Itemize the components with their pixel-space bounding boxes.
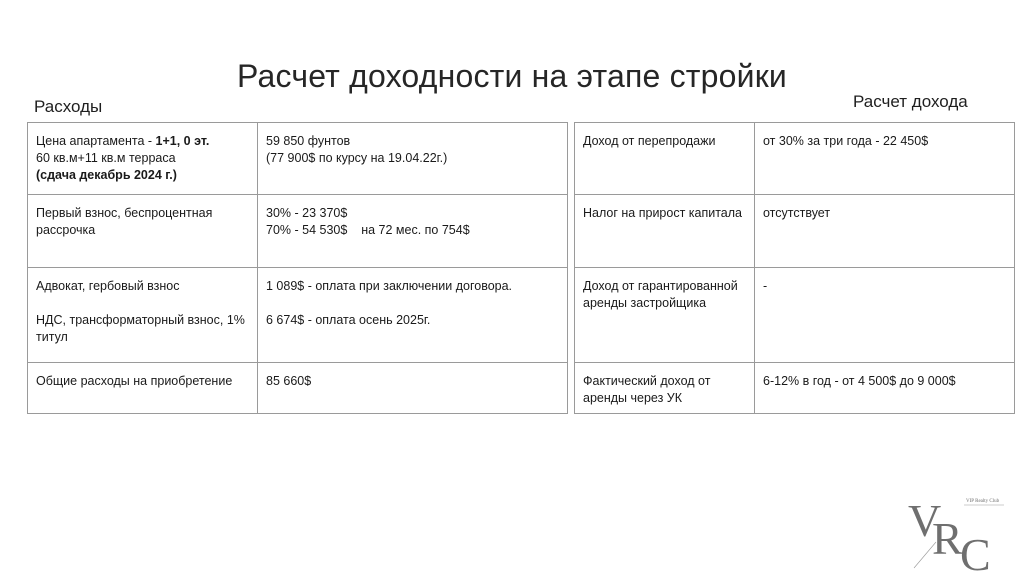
vat-fee-label: НДС, трансформаторный взнос, 1% титул — [36, 313, 245, 344]
price-usd: (77 900$ по курсу на 19.04.22г.) — [266, 151, 448, 165]
income-name-cell: Налог на прирост капитала — [575, 195, 755, 268]
price-gbp: 59 850 фунтов — [266, 134, 351, 148]
table-row — [575, 195, 1015, 268]
vrc-logo-icon — [906, 492, 1006, 572]
table-row — [28, 363, 568, 414]
table-row — [28, 195, 568, 268]
expense-name-cell: Общие расходы на приобретение — [28, 363, 258, 414]
income-name-cell: Доход от перепродажи — [575, 123, 755, 195]
slide-title: Расчет доходности на этапе стройки — [237, 58, 787, 94]
table-row — [575, 123, 1015, 195]
income-name-cell: Доход от гарантированной аренды застройщика — [575, 268, 755, 363]
expense-name-cell — [28, 123, 258, 195]
expenses-table — [27, 122, 568, 414]
table-row — [575, 268, 1015, 363]
apartment-price-label: Цена апартамента - — [36, 134, 156, 148]
expense-name-cell — [28, 268, 258, 363]
installment: 70% - 54 530$ на 72 мес. по 754$ — [266, 223, 470, 237]
logo-letter-r: R — [932, 513, 963, 564]
apartment-area: 60 кв.м+11 кв.м терраса — [36, 151, 176, 165]
income-value-cell: - — [755, 268, 1015, 363]
table-row — [28, 123, 568, 195]
expense-value-cell — [258, 268, 568, 363]
income-name-cell: Фактический доход от аренды через УК — [575, 363, 755, 414]
expense-value-cell: 85 660$ — [258, 363, 568, 414]
income-value-cell: 6-12% в год - от 4 500$ до 9 000$ — [755, 363, 1015, 414]
logo-tagline: VIP Realty Club — [966, 499, 1000, 504]
expense-value-cell — [258, 123, 568, 195]
vat-fee-value: 6 674$ - оплата осень 2025г. — [266, 313, 431, 327]
first-payment: 30% - 23 370$ — [266, 206, 348, 220]
income-value-cell: отсутствует — [755, 195, 1015, 268]
income-value-cell: от 30% за три года - 22 450$ — [755, 123, 1015, 195]
income-table — [574, 122, 1015, 414]
vrc-logo — [906, 492, 1006, 572]
table-row — [28, 268, 568, 363]
expense-name-cell: Первый взнос, беспроцентная рассрочка — [28, 195, 258, 268]
logo-letter-c: C — [960, 529, 991, 572]
lawyer-fee-value: 1 089$ - оплата при заключении договора. — [266, 279, 513, 293]
apartment-type: 1+1, 0 эт. — [155, 134, 210, 148]
logo-letter-v: V — [908, 495, 942, 546]
expense-value-cell — [258, 195, 568, 268]
income-section-label: Расчет дохода — [853, 92, 968, 111]
lawyer-fee-label: Адвокат, гербовый взнос — [36, 279, 180, 293]
apartment-delivery: (сдача декабрь 2024 г.) — [36, 168, 177, 182]
table-row — [575, 363, 1015, 414]
expenses-section-label: Расходы — [34, 97, 103, 116]
